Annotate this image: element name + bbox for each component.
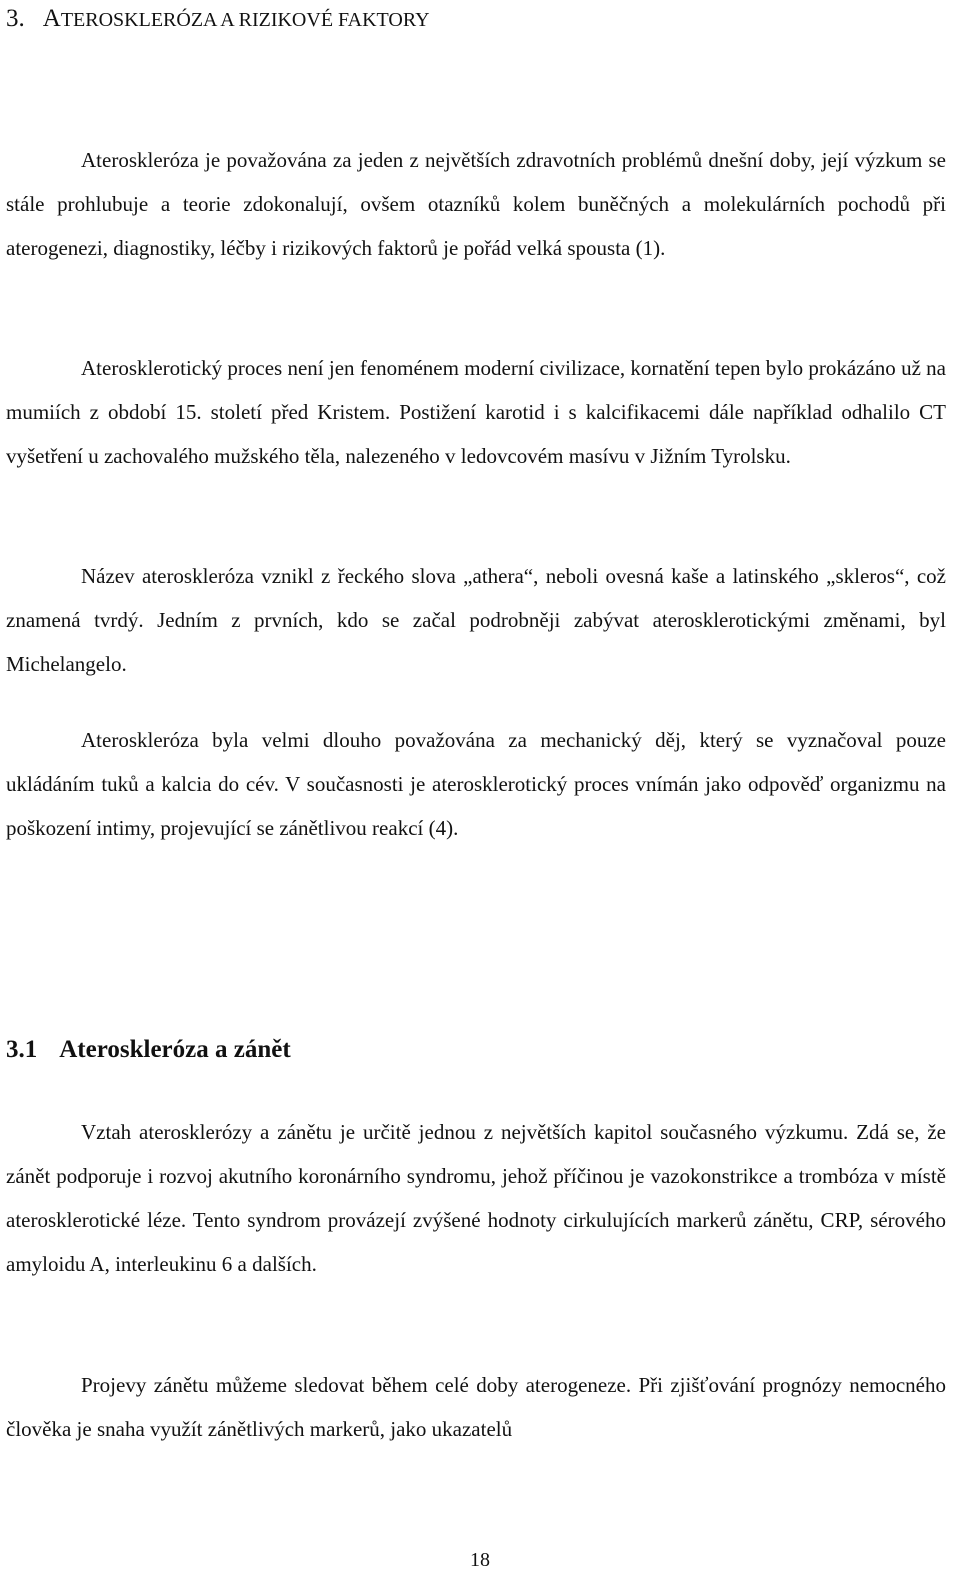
section-heading [6,1033,291,1067]
paragraph-section-1: Vztah aterosklerózy a zánětu je určitě jednou z největších kapitol současného výzkumu. Zdá se, že zánět podporuje i rozvoj akutního koronárního syndromu, jehož příčinou je vazokonstrikce a trombóza v místě aterosklerotické léze. Tento syndrom provázejí zvýšené hodnoty cirkulujících markerů zánětu, CRP, sérového amyloidu A, interleukinu 6 a dalších. [6,1120,946,1276]
chapter-heading [6,2,430,37]
section-number: 3.1 [6,1036,38,1063]
page-number: 18 [470,1549,490,1571]
paragraph-intro-2: Aterosklerotický proces není jen fenoménem moderní civilizace, kornatění tepen bylo prokázáno už na mumiích z období 15. století před Kristem. Postižení karotid i s kalcifikacemi dále například odhalilo CT vyšetření u zachovalého mužského těla, nalezeného v ledovcovém masívu v Jižním Tyrolsku. [6,356,946,468]
chapter-title-rest: TEROSKLERÓZA A RIZIKOVÉ FAKTORY [60,9,430,31]
chapter-title-initial: A [42,5,61,32]
paragraph-section-2: Projevy zánětu můžeme sledovat během celé doby aterogeneze. Při zjišťování prognózy nemocného člověka je snaha využít zánětlivých markerů, jako ukazatelů [6,1373,946,1441]
chapter-number: 3. [6,5,25,32]
paragraph-intro-3: Název ateroskleróza vznikl z řeckého slova „athera“, neboli ovesná kaše a latinského „skleros“, což znamená tvrdý. Jedním z prvních, kdo se začal podrobněji zabývat aterosklerotickými změnami, byl Michelangelo. [6,564,946,676]
section-title: Ateroskleróza a zánět [59,1036,291,1063]
paragraph-intro-4: Ateroskleróza byla velmi dlouho považována za mechanický děj, který se vyznačoval pouze ukládáním tuků a kalcia do cév. V současnosti je aterosklerotický proces vnímán jako odpověď organizmu na poškození intimy, projevující se zánětlivou reakcí (4). [6,728,946,840]
paragraph-intro-1: Ateroskleróza je považována za jeden z největších zdravotních problémů dnešní doby, její výzkum se stále prohlubuje a teorie zdokonalují, ovšem otazníků kolem buněčných a molekulárních pochodů při aterogenezi, diagnostiky, léčby i rizikových faktorů je pořád velká spousta (1). [6,148,946,260]
